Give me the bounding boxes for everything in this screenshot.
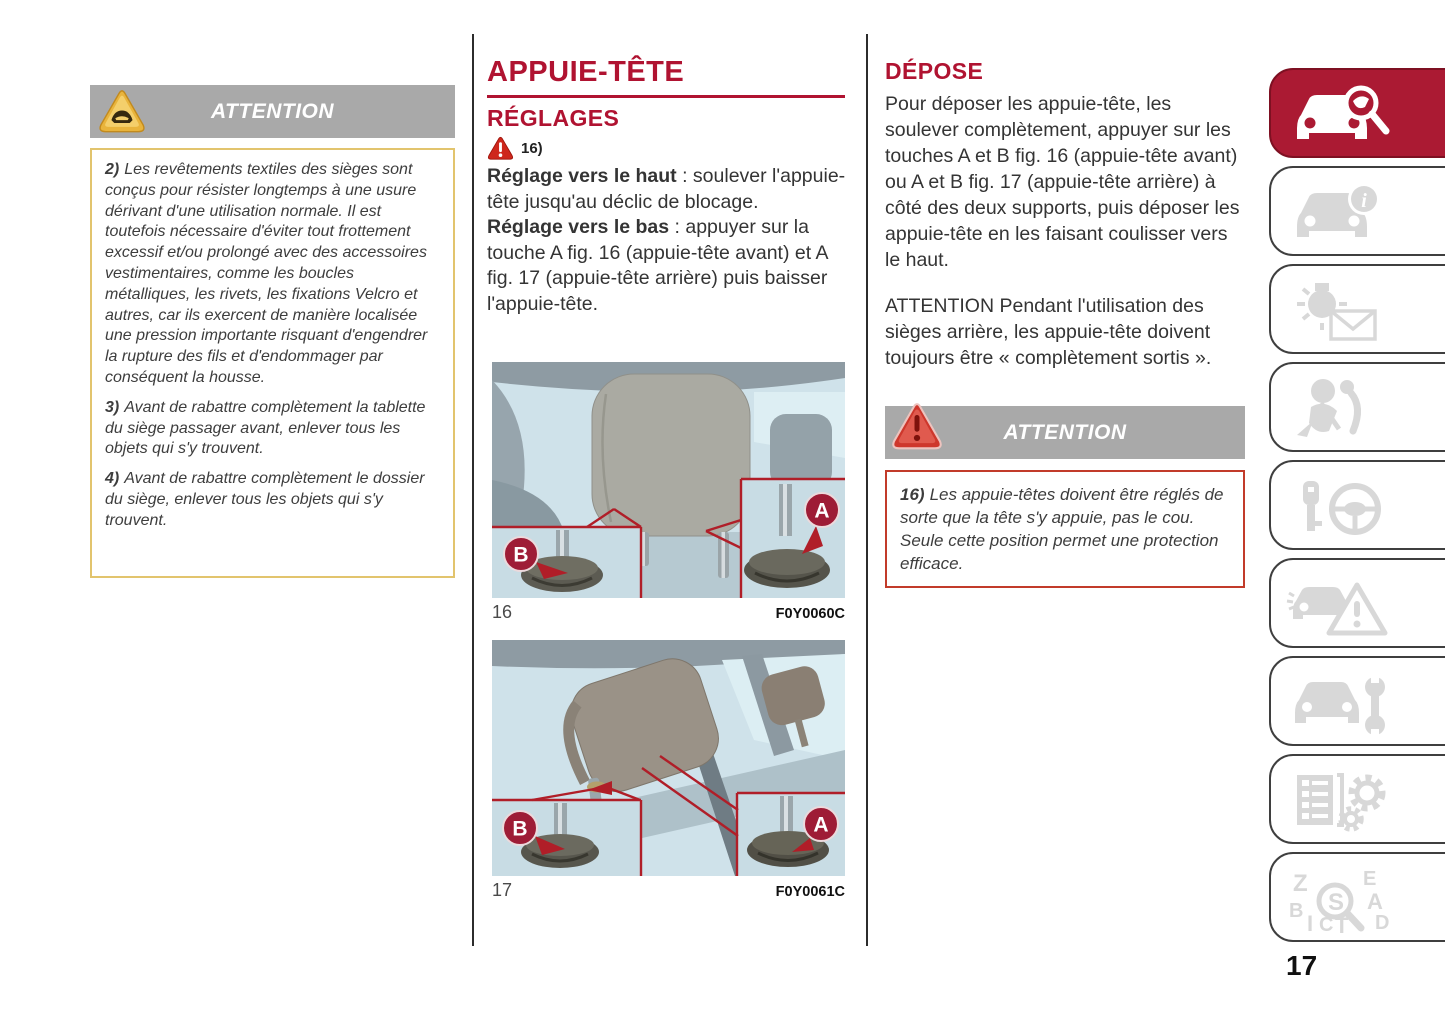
index-letter: E [1363, 868, 1377, 890]
note-number: 4) [105, 470, 120, 488]
attention-label: ATTENTION [210, 99, 335, 123]
car-magnifier-icon [1283, 81, 1411, 149]
list-gears-icon [1283, 767, 1411, 835]
note-text: Les appuie-têtes doivent être réglés de sorte que la tête s'y appuie, pas le cou. Seule cette position permet une protection efficace. [900, 485, 1224, 574]
figure-16-caption [492, 602, 845, 623]
alphabet-magnifier-icon [1283, 865, 1411, 933]
lead-bold: Réglage vers le haut [487, 165, 677, 187]
caution-triangle-icon [98, 89, 146, 134]
attention-header-left [90, 85, 455, 138]
note-number: 2) [105, 161, 120, 178]
callout-A: A [813, 813, 829, 837]
sidebar-tab-warning-lights[interactable] [1269, 264, 1445, 354]
figure-code: F0Y0060C [775, 606, 845, 622]
adjustment-instructions [487, 164, 847, 317]
sidebar-tab-emergency[interactable] [1269, 558, 1445, 648]
note-text: Avant de rabattre complètement le dossier du siège, enlever tous les objets qui s'y trouvent. [105, 470, 425, 529]
note-text: Les revêtements textiles des sièges sont conçus pour résister longtemps à une usure dérivant d'une utilisation normale. Il est toutefois nécessaire d'éviter tout frottement excessif et/ou prolongé avec des accessoires vestimentaires, comme les boucles métalliques, les rivets, les fixations Velcro et autres, car ils exercent de manière localisée une pression importante risquant d'engendrer la rupture des fils et d'endommager par conséquent la housse. [105, 161, 428, 386]
index-letter: B [1289, 900, 1304, 922]
car-wrench-icon [1283, 669, 1411, 737]
paragraph-down [487, 215, 847, 317]
warning-ref-number: 16) [521, 140, 543, 157]
index-letter: T [1335, 913, 1349, 933]
lens-letter: S [1328, 889, 1345, 916]
figure-17-caption [492, 880, 845, 901]
index-letter: A [1367, 889, 1383, 914]
info-letter: i [1361, 190, 1367, 212]
seat-care-note-box [90, 148, 455, 578]
sidebar-tab-dashboard-info[interactable] [1269, 166, 1445, 256]
sidebar-tab-vehicle-overview[interactable] [1269, 68, 1445, 158]
warning-triangle-icon [487, 136, 514, 161]
sidebar-tab-index[interactable] [1269, 852, 1445, 942]
lead-text: : soulever l'appuie-tête jusqu'au déclic de blocage. [487, 165, 846, 213]
warning-reference [487, 136, 543, 161]
warning-light-envelope-icon [1283, 277, 1411, 345]
lead-text: : appuyer sur la touche A fig. 16 (appuie-tête avant) et A fig. 17 (appuie-tête arrière) puis baisser l'appuie-tête. [487, 216, 828, 315]
note-number: 3) [105, 398, 120, 416]
figure-17-rear-headrest [492, 640, 845, 876]
headrest-warning-box [885, 470, 1245, 588]
lead-bold: Réglage vers le bas [487, 216, 670, 239]
column-divider-left [472, 34, 474, 946]
index-letter: C [1319, 914, 1334, 933]
car-info-icon [1283, 179, 1411, 247]
danger-triangle-icon [891, 402, 943, 451]
airbag-seatbelt-icon [1283, 375, 1411, 443]
figure-number: 16 [492, 602, 513, 622]
removal-instructions [885, 92, 1247, 393]
sidebar-tab-safety[interactable] [1269, 362, 1445, 452]
attention-label: ATTENTION [1003, 420, 1127, 444]
note-4 [105, 469, 440, 531]
attention-header-right [885, 406, 1245, 459]
callout-B: B [512, 817, 528, 841]
car-warning-triangle-icon [1283, 571, 1411, 639]
note-3 [105, 398, 440, 460]
sidebar-tab-starting-driving[interactable] [1269, 460, 1445, 550]
figure-16-front-headrest [492, 362, 845, 598]
sidebar-tab-technical-data[interactable] [1269, 754, 1445, 844]
note-2 [105, 160, 440, 389]
figure-number: 17 [492, 880, 513, 900]
callout-A: A [814, 499, 830, 523]
paragraph-up [487, 164, 847, 215]
note-text: Avant de rabattre complètement la tablette du siège passager avant, enlever tous les objets qui s'y trouvent. [105, 398, 426, 458]
title-rule [487, 95, 845, 98]
note-number: 16) [900, 485, 925, 504]
page-number: 17 [1286, 950, 1318, 981]
removal-paragraph: Pour déposer les appuie-tête, les soulever complètement, appuyer sur les touches A et B fig. 16 (appuie-tête avant) ou A et B fig. 17 (appuie-tête arrière) à côté des deux supports, puis déposer les appuie-tête en les faisant coulisser vers le haut. [885, 93, 1240, 271]
attention-paragraph: ATTENTION Pendant l'utilisation des sièges arrière, les appuie-tête doivent toujours être « complètement sortis ». [885, 295, 1212, 370]
sidebar-tab-maintenance[interactable] [1269, 656, 1445, 746]
index-letter: Z [1293, 870, 1308, 897]
key-steering-wheel-icon [1283, 473, 1411, 541]
callout-B: B [513, 543, 529, 567]
index-letter: I [1307, 911, 1314, 933]
section-title-depose: DÉPOSE [885, 58, 984, 84]
section-title-reglages: RÉGLAGES [487, 105, 620, 131]
index-letter: D [1375, 912, 1390, 933]
figure-code: F0Y0061C [775, 884, 845, 900]
column-divider-right [866, 34, 868, 946]
page-title: APPUIE-TÊTE [487, 56, 685, 88]
